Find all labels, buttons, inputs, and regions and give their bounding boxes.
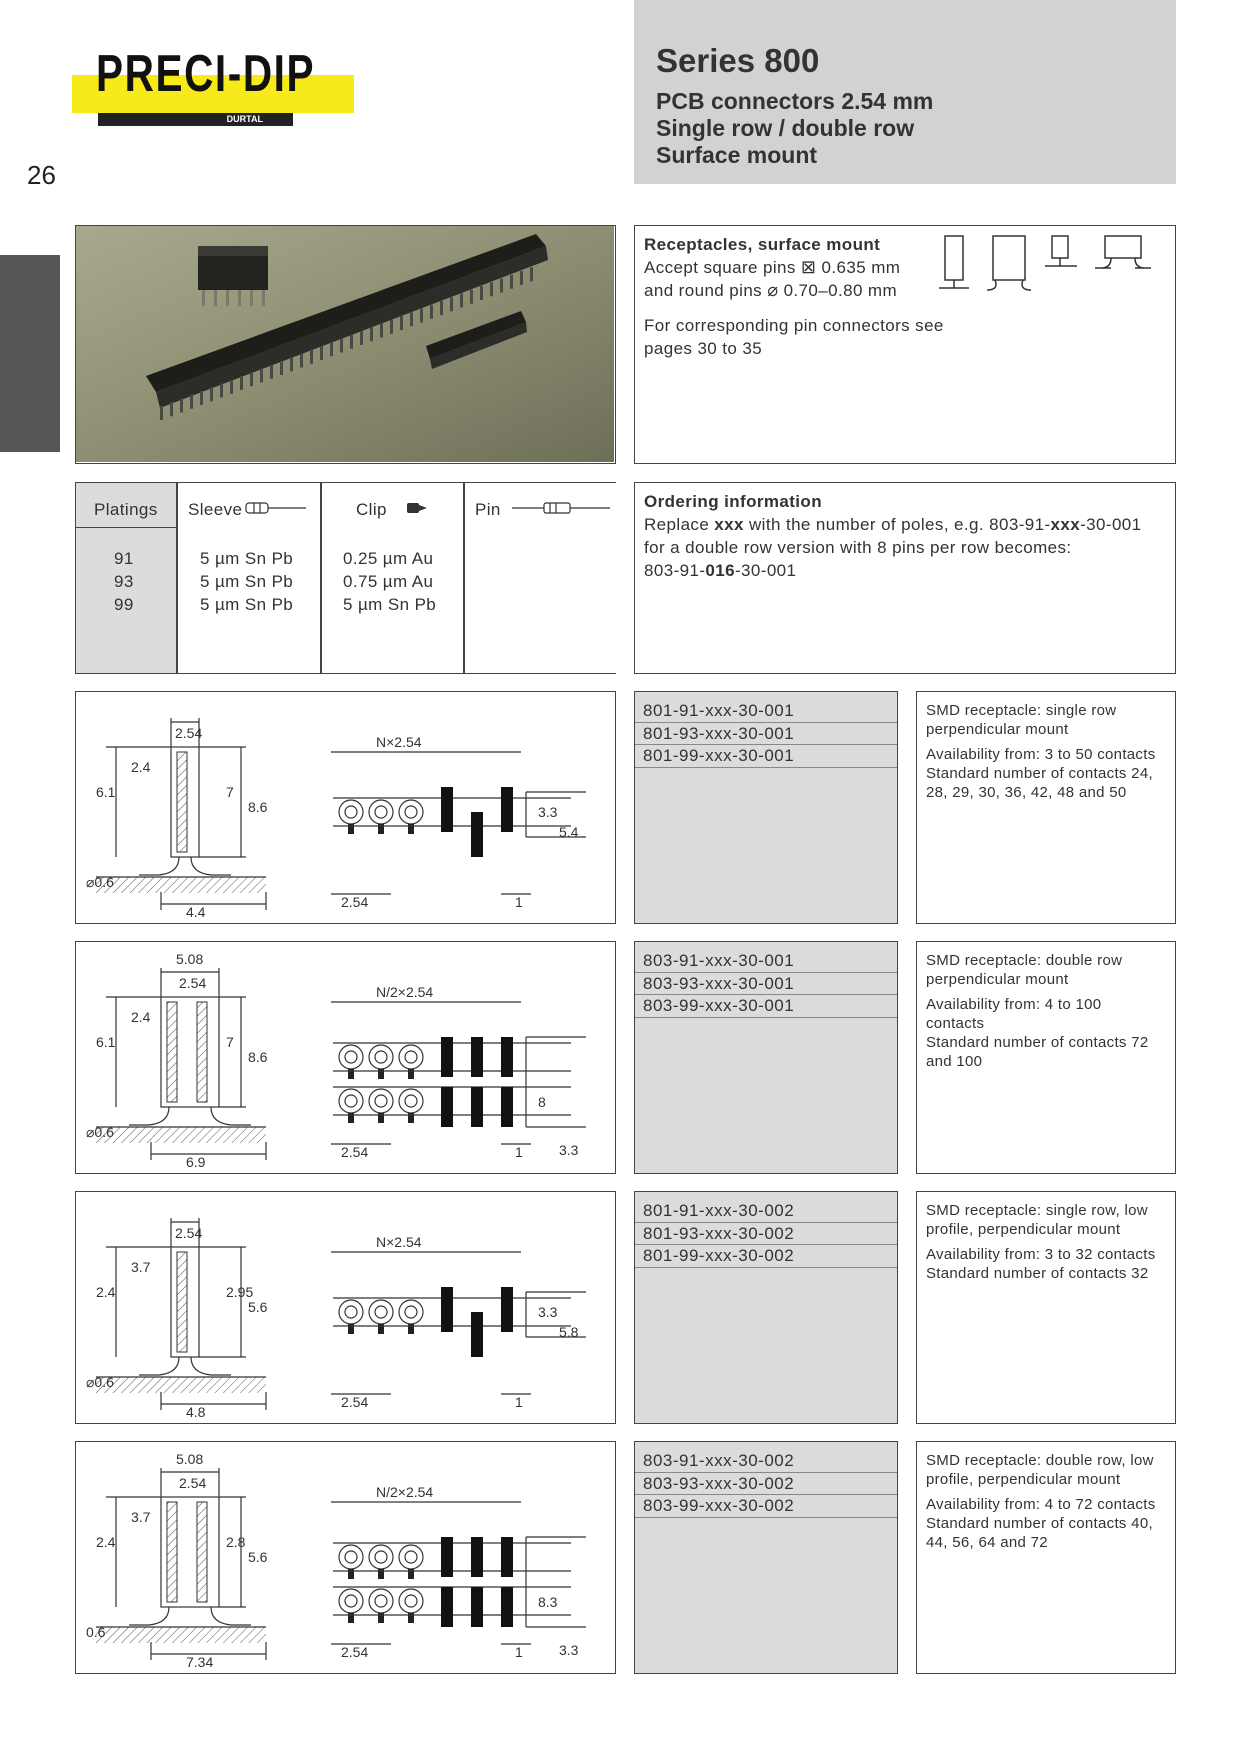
availability-line: Standard number of contacts 24, bbox=[926, 765, 1153, 782]
plating-code-93: 93 bbox=[114, 572, 134, 591]
dimension-footprint: 7.34 bbox=[186, 1654, 214, 1670]
availability-line: Standard number of contacts 72 bbox=[926, 1034, 1149, 1051]
dimension-pitch: 2.54 bbox=[179, 1475, 207, 1491]
col-platings: Platings bbox=[94, 500, 158, 519]
part-number[interactable]: 801-91-xxx-30-002 bbox=[635, 1200, 897, 1223]
clip-91: 0.25 µm Au bbox=[343, 549, 434, 568]
part-number-list bbox=[634, 941, 898, 1174]
side-tab-marker bbox=[0, 255, 60, 452]
clip-99: 5 µm Sn Pb bbox=[343, 595, 437, 614]
sleeve-icon bbox=[244, 499, 308, 517]
ordering-text: with the number of poles, e.g. 803-91- bbox=[743, 515, 1051, 534]
intro-panel bbox=[634, 225, 1176, 464]
description-line: profile, perpendicular mount bbox=[926, 1471, 1121, 1488]
ordering-example-poles: 016 bbox=[705, 561, 735, 580]
dimension-pin-width: 1 bbox=[515, 1644, 523, 1660]
pin-icon bbox=[510, 499, 612, 517]
availability-line: Availability from: 3 to 50 contacts bbox=[926, 746, 1156, 763]
description-line: perpendicular mount bbox=[926, 721, 1069, 738]
ordering-text: -30-001 bbox=[734, 561, 797, 580]
dimension-a: 3.7 bbox=[131, 1259, 151, 1275]
dimension-diameter: 0.6 bbox=[86, 1624, 106, 1640]
dimension-c: 7 bbox=[226, 784, 234, 800]
dimension-b: 2.4 bbox=[96, 1284, 116, 1300]
ordering-title: Ordering information bbox=[644, 492, 822, 511]
dimension-footprint: 6.9 bbox=[186, 1154, 206, 1170]
product-description bbox=[916, 1441, 1176, 1674]
dimension-b: 2.4 bbox=[96, 1534, 116, 1550]
ordering-xxx: xxx bbox=[1050, 515, 1081, 534]
technical-drawing bbox=[75, 1441, 616, 1674]
ordering-xxx: xxx bbox=[714, 515, 744, 534]
dimension-n-pitch: N×2.54 bbox=[376, 1234, 422, 1250]
dimension-diameter: ⌀0.6 bbox=[86, 1374, 114, 1390]
part-number[interactable]: 801-93-xxx-30-002 bbox=[635, 1223, 897, 1246]
header-divider-blank bbox=[176, 527, 616, 528]
technical-drawing bbox=[75, 941, 616, 1174]
ordering-line-2: for a double row version with 8 pins per row becomes: bbox=[644, 538, 1072, 557]
availability-line: Availability from: 4 to 100 bbox=[926, 996, 1102, 1013]
subtitle-line-2: Single row / double row bbox=[656, 115, 915, 141]
dimension-h2: 5.4 bbox=[559, 824, 579, 840]
dimension-h1: 8 bbox=[538, 1094, 546, 1110]
page-number: 26 bbox=[27, 160, 56, 190]
dimension-drawing bbox=[76, 692, 614, 922]
dimension-pitch: 2.54 bbox=[175, 725, 203, 741]
dimension-pitch-bottom: 2.54 bbox=[341, 1394, 369, 1410]
intro-ref-line-1: For corresponding pin connectors see bbox=[644, 316, 944, 335]
product-description bbox=[916, 941, 1176, 1174]
product-description bbox=[916, 691, 1176, 924]
part-number-list bbox=[634, 1191, 898, 1424]
sleeve-99: 5 µm Sn Pb bbox=[200, 595, 294, 614]
dimension-c: 2.95 bbox=[226, 1284, 254, 1300]
availability-line: and 100 bbox=[926, 1053, 983, 1070]
square-pins-label: Accept square pins bbox=[644, 258, 796, 277]
ordering-line-1 bbox=[644, 513, 1142, 536]
intro-square-pins bbox=[644, 256, 900, 279]
dimension-b: 6.1 bbox=[96, 1034, 116, 1050]
column-divider-2 bbox=[463, 483, 465, 673]
availability-line: Availability from: 3 to 32 contacts bbox=[926, 1246, 1156, 1263]
part-number[interactable]: 803-91-xxx-30-001 bbox=[635, 950, 897, 973]
dimension-h2: 3.3 bbox=[559, 1642, 579, 1658]
availability-line: 44, 56, 64 and 72 bbox=[926, 1534, 1048, 1551]
dimension-pitch-bottom: 2.54 bbox=[341, 1644, 369, 1660]
dimension-b: 6.1 bbox=[96, 784, 116, 800]
dimension-footprint: 4.4 bbox=[186, 904, 206, 920]
part-number-list bbox=[634, 691, 898, 924]
product-photo bbox=[75, 225, 616, 464]
description-line: profile, perpendicular mount bbox=[926, 1221, 1121, 1238]
dimension-n-pitch: N/2×2.54 bbox=[376, 984, 434, 1000]
part-number[interactable]: 801-99-xxx-30-002 bbox=[635, 1245, 897, 1268]
platings-table bbox=[75, 482, 616, 674]
technical-drawing bbox=[75, 1191, 616, 1424]
column-divider-1 bbox=[320, 483, 322, 673]
dimension-footprint: 4.8 bbox=[186, 1404, 206, 1420]
dimension-h2: 5.8 bbox=[559, 1324, 579, 1340]
dimension-d: 5.6 bbox=[248, 1549, 268, 1565]
dimension-a: 2.4 bbox=[131, 1009, 151, 1025]
part-number[interactable]: 801-99-xxx-30-001 bbox=[635, 745, 897, 768]
col-pin: Pin bbox=[475, 500, 501, 519]
part-number[interactable]: 801-93-xxx-30-001 bbox=[635, 723, 897, 746]
dimension-pin-width: 1 bbox=[515, 1394, 523, 1410]
part-number[interactable]: 803-99-xxx-30-001 bbox=[635, 995, 897, 1018]
dimension-pitch: 2.54 bbox=[179, 975, 207, 991]
availability-line: Availability from: 4 to 72 contacts bbox=[926, 1496, 1156, 1513]
availability-line: Standard number of contacts 40, bbox=[926, 1515, 1153, 1532]
dimension-pitch-bottom: 2.54 bbox=[341, 1144, 369, 1160]
description-line: SMD receptacle: single row, low bbox=[926, 1202, 1148, 1219]
company-logo: PRECI-DIP bbox=[96, 45, 316, 103]
logo-subtitle: DURTAL bbox=[98, 113, 293, 126]
subtitle-line-1: PCB connectors 2.54 mm bbox=[656, 88, 934, 114]
diameter-icon: ⌀ bbox=[767, 280, 779, 300]
connector-photo-image bbox=[76, 226, 614, 462]
sleeve-91: 5 µm Sn Pb bbox=[200, 549, 294, 568]
availability-line: contacts bbox=[926, 1015, 985, 1032]
col-sleeve: Sleeve bbox=[188, 500, 243, 519]
dimension-diameter: ⌀0.6 bbox=[86, 1124, 114, 1140]
ordering-text: Replace bbox=[644, 515, 715, 534]
dimension-pitch-bottom: 2.54 bbox=[341, 894, 369, 910]
plating-code-99: 99 bbox=[114, 595, 134, 614]
dimension-n-pitch: N×2.54 bbox=[376, 734, 422, 750]
description-line: SMD receptacle: single row bbox=[926, 702, 1117, 719]
dimension-diameter: ⌀0.6 bbox=[86, 874, 114, 890]
ordering-text: 803-91- bbox=[644, 561, 706, 580]
intro-title: Receptacles, surface mount bbox=[644, 235, 881, 254]
part-number[interactable]: 803-91-xxx-30-002 bbox=[635, 1450, 897, 1473]
dimension-h1: 8.3 bbox=[538, 1594, 558, 1610]
dimension-a: 2.4 bbox=[131, 759, 151, 775]
dimension-d: 8.6 bbox=[248, 1049, 268, 1065]
dimension-d: 5.6 bbox=[248, 1299, 268, 1315]
description-line: perpendicular mount bbox=[926, 971, 1069, 988]
clip-icon bbox=[405, 500, 429, 516]
description-line: SMD receptacle: double row bbox=[926, 952, 1123, 969]
mounting-style-icons bbox=[935, 232, 1171, 296]
description-line: SMD receptacle: double row, low bbox=[926, 1452, 1154, 1469]
plating-code-91: 91 bbox=[114, 549, 134, 568]
round-pins-value: 0.70–0.80 mm bbox=[783, 281, 898, 300]
technical-drawing bbox=[75, 691, 616, 924]
square-pins-value: 0.635 mm bbox=[821, 258, 901, 277]
part-number[interactable]: 803-93-xxx-30-002 bbox=[635, 1473, 897, 1496]
dimension-h2: 3.3 bbox=[559, 1142, 579, 1158]
column-divider-0 bbox=[176, 483, 178, 673]
part-number[interactable]: 803-93-xxx-30-001 bbox=[635, 973, 897, 996]
intro-round-pins bbox=[644, 279, 897, 302]
dimension-d: 8.6 bbox=[248, 799, 268, 815]
dimension-h1: 3.3 bbox=[538, 1304, 558, 1320]
dimension-top-width: 5.08 bbox=[176, 1451, 204, 1467]
round-pins-label: and round pins bbox=[644, 281, 763, 300]
series-title: Series 800 bbox=[656, 42, 820, 79]
dimension-drawing bbox=[76, 1192, 614, 1422]
square-diameter-icon: ⊠ bbox=[800, 257, 817, 277]
part-number[interactable]: 803-99-xxx-30-002 bbox=[635, 1495, 897, 1518]
ordering-info-panel bbox=[634, 482, 1176, 674]
dimension-h1: 3.3 bbox=[538, 804, 558, 820]
intro-ref-line-2: pages 30 to 35 bbox=[644, 339, 763, 358]
dimension-pitch: 2.54 bbox=[175, 1225, 203, 1241]
dimension-drawing bbox=[76, 942, 614, 1172]
availability-line: 28, 29, 30, 36, 42, 48 and 50 bbox=[926, 784, 1127, 801]
dimension-pin-width: 1 bbox=[515, 894, 523, 910]
dimension-drawing bbox=[76, 1442, 614, 1672]
sleeve-93: 5 µm Sn Pb bbox=[200, 572, 294, 591]
availability-line: Standard number of contacts 32 bbox=[926, 1265, 1149, 1282]
header-divider bbox=[76, 527, 176, 528]
dimension-n-pitch: N/2×2.54 bbox=[376, 1484, 434, 1500]
clip-93: 0.75 µm Au bbox=[343, 572, 434, 591]
col-clip: Clip bbox=[356, 500, 387, 519]
product-description bbox=[916, 1191, 1176, 1424]
dimension-c: 2.8 bbox=[226, 1534, 246, 1550]
subtitle-line-3: Surface mount bbox=[656, 142, 818, 168]
ordering-line-3 bbox=[644, 559, 796, 582]
dimension-c: 7 bbox=[226, 1034, 234, 1050]
dimension-pin-width: 1 bbox=[515, 1144, 523, 1160]
dimension-a: 3.7 bbox=[131, 1509, 151, 1525]
part-number[interactable]: 801-91-xxx-30-001 bbox=[635, 700, 897, 723]
dimension-top-width: 5.08 bbox=[176, 951, 204, 967]
ordering-text: -30-001 bbox=[1080, 515, 1142, 534]
part-number-list bbox=[634, 1441, 898, 1674]
